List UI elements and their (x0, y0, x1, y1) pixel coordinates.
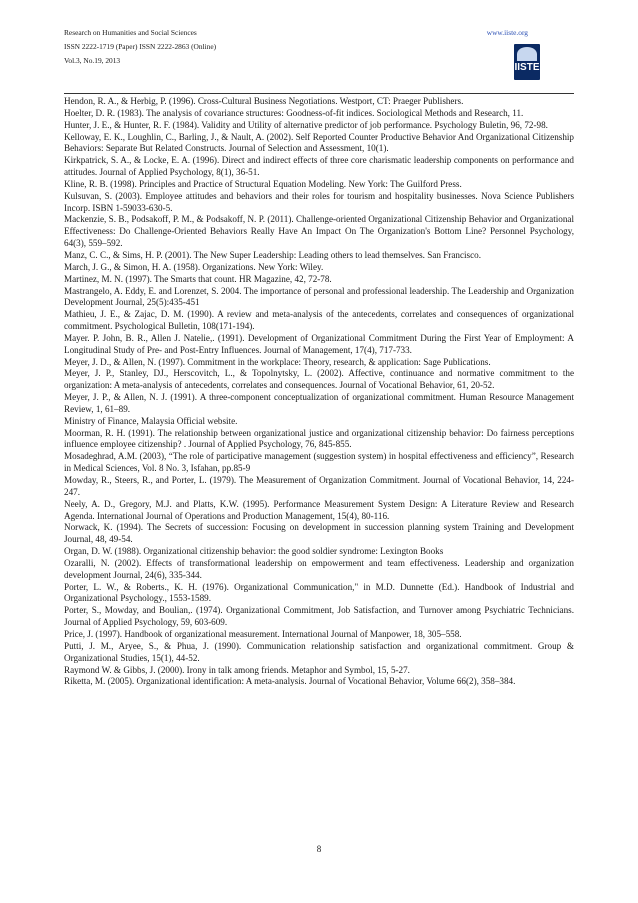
page-header (64, 26, 574, 92)
reference-entry: Mowday, R., Steers, R., and Porter, L. (1979). The Measurement of Organization Commitment. Journal of Vocational Behavior, 14, 224-247. (64, 475, 574, 497)
logo-emblem-icon (517, 47, 537, 61)
reference-entry: Meyer, J. P., Stanley, DJ., Herscovitch, L., & Topolnytsky, L. (2002). Affective, continuance and normative commitment to the organization: A meta-analysis of antecedents, correlates and consequences. Journal of Vocational Behavior, 61, 20-52. (64, 368, 574, 391)
issn-line: ISSN 2222-1719 (Paper) ISSN 2222-2863 (Online) (64, 42, 217, 51)
reference-entry: Martinez, M. N. (1997). The Smarts that count. HR Magazine, 42, 72-78. (64, 273, 332, 284)
reference-entry: Moorman, R. H. (1991). The relationship between organizational justice and organizational citizenship behavior: Do fairness perceptions influence employee citizenship? . Journal of Applied Psychology, 76, 845-855. (64, 427, 574, 450)
reference-entry: Mackenzie, S. B., Podsakoff, P. M., & Podsakoff, N. P. (2011). Challenge-oriented Organizational Citizenship Behavior and Organizational Effectiveness: Do Challenge-Oriented Behaviors Really Have An Impact On The Organization's Bottom Line? Personnel Psychology, 64(3), 559–592. (64, 214, 574, 249)
reference-entry: Mosadeghrad, A.M. (2003), “The role of participative management (suggestion system) in hospital effectiveness and efficiency”, Research in Medical Sciences, Vol. 8 No. 3, Isfahan, pp.85-9 (64, 451, 574, 474)
reference-entry: Hoelter, D. R. (1983). The analysis of covariance structures: Goodness-of-fit indices. Sociological Methods and Research, 11. (64, 107, 524, 118)
reference-entry: Putti, J. M., Aryee, S., & Phua, J. (1990). Communication relationship satisfaction and organizational commitment. Group & Organizational Studies, 15(1), 44-52. (64, 640, 574, 663)
reference-list (64, 96, 574, 688)
reference-entry: Organ, D. W. (1988). Organizational citizenship behavior: the good soldier syndrome: Lexington Books (64, 546, 444, 557)
reference-entry: Norwack, K. (1994). The Secrets of succession: Focusing on development in succession planning system Training and Development Journal, 48, 49-54. (64, 522, 574, 545)
reference-entry: Mastrangelo, A. Eddy, E. and Lorenzet, S. 2004. The importance of personal and professional leadership. The Leadership and Organization Development Journal, 25(5):435-451 (64, 285, 574, 308)
journal-name: Research on Humanities and Social Sciences (64, 28, 197, 37)
reference-entry: Kulsuvan, S. (2003). Employee attitudes and behaviors and their roles for tourism and hospitality businesses. Nova Science Publishers Incorp. ISBN 1-59033-630-5. (64, 190, 574, 213)
reference-entry: Porter, L. W., & Roberts., K. H. (1976). Organizational Communication," in M.D. Dunnette (Ed.). Handbook of Industrial and Organizational Psychology., 1553-1589. (64, 581, 574, 604)
reference-entry: Hendon, R. A., & Herbig, P. (1996). Cross-Cultural Business Negotiations. Westport, CT: Praeger Publishers. (64, 96, 464, 106)
logo-text: IISTE (514, 62, 540, 73)
header-divider (64, 93, 574, 94)
volume-line: Vol.3, No.19, 2013 (64, 56, 121, 65)
reference-entry: March, J. G., & Simon, H. A. (1958). Organizations. New York: Wiley. (64, 261, 324, 272)
reference-entry: Raymond W. & Gibbs, J. (2000). Irony in talk among friends. Metaphor and Symbol, 15, 5-27. (64, 664, 410, 675)
iiste-logo (514, 44, 542, 82)
reference-entry: Meyer, J. P., & Allen, N. J. (1991). A three-component conceptualization of organizational commitment. Human Resource Management Review, 1, 61–89. (64, 392, 574, 414)
journal-url-link[interactable]: www.iiste.org (486, 28, 528, 37)
reference-entry: Ministry of Finance, Malaysia Official website. (64, 415, 238, 426)
reference-entry: Mathieu, J. E., & Zajac, D. M. (1990). A review and meta-analysis of the antecedents, correlates and consequences of organizational commitment. Psychological Bulletin, 108(171-194). (64, 309, 574, 332)
reference-entry: Riketta, M. (2005). Organizational identification: A meta-analysis. Journal of Vocational Behavior, Volume 66(2), 358–384. (64, 676, 516, 687)
reference-entry: Kline, R. B. (1998). Principles and Practice of Structural Equation Modeling. New York: The Guilford Press. (64, 178, 462, 189)
reference-entry: Porter, S., Mowday, and Boulian,. (1974). Organizational Commitment, Job Satisfaction, and Turnover among Psychiatric Technicians. Journal of Applied Psychology, 59, 603-609. (64, 605, 574, 628)
reference-entry: Kirkpatrick, S. A., & Locke, E. A. (1996). Direct and indirect effects of three core charismatic leadership components on performance and attitudes. Journal of Applied Psychology, 8(1), 36-51. (64, 155, 574, 178)
page-number: 8 (316, 844, 322, 854)
reference-entry: Ozaralli, N. (2002). Effects of transformational leadership on empowerment and team effectiveness. Leadership and organization development Journal, 24(6), 335-344. (64, 557, 574, 580)
reference-entry: Neely, A. D., Gregory, M.J. and Platts, K.W. (1995). Performance Measurement System Design: A Literature Review and Research Agenda. International Journal of Operations and Production Management, 15(4), 80-116. (64, 498, 574, 521)
reference-entry: Manz, C. C., & Sims, H. P. (2001). The New Super Leadership: Leading others to lead themselves. San Francisco. (64, 249, 481, 260)
reference-entry: Kelloway, E. K., Loughlin, C., Barling, J., & Nault, A. (2002). Self Reported Counter Productive Behavior And Organizational Citizenship Behaviors: Separate But Related Constructs. Journal of Selection and Assessment, 10(1). (64, 131, 574, 154)
reference-entry: Meyer, J. D., & Allen, N. (1997). Commitment in the workplace: Theory, research, & application: Sage Publications. (64, 356, 491, 367)
reference-entry: Hunter, J. E., & Hunter, R. F. (1984). Validity and Utility of alternative predictor of job performance. Psychology Buletin, 96, 72-98. (64, 119, 548, 130)
reference-entry: Price, J. (1997). Handbook of organizational measurement. International Journal of Manpower, 18, 305–558. (64, 628, 462, 639)
reference-entry: Mayer. P. John, B. R., Allen J. Natelie,. (1991). Development of Organizational Commitment During the First Year of Employment: A Longitudinal Study of Pre- and Post-Entry Influences. Journal of Management, 17(4), 717-733. (64, 332, 574, 355)
